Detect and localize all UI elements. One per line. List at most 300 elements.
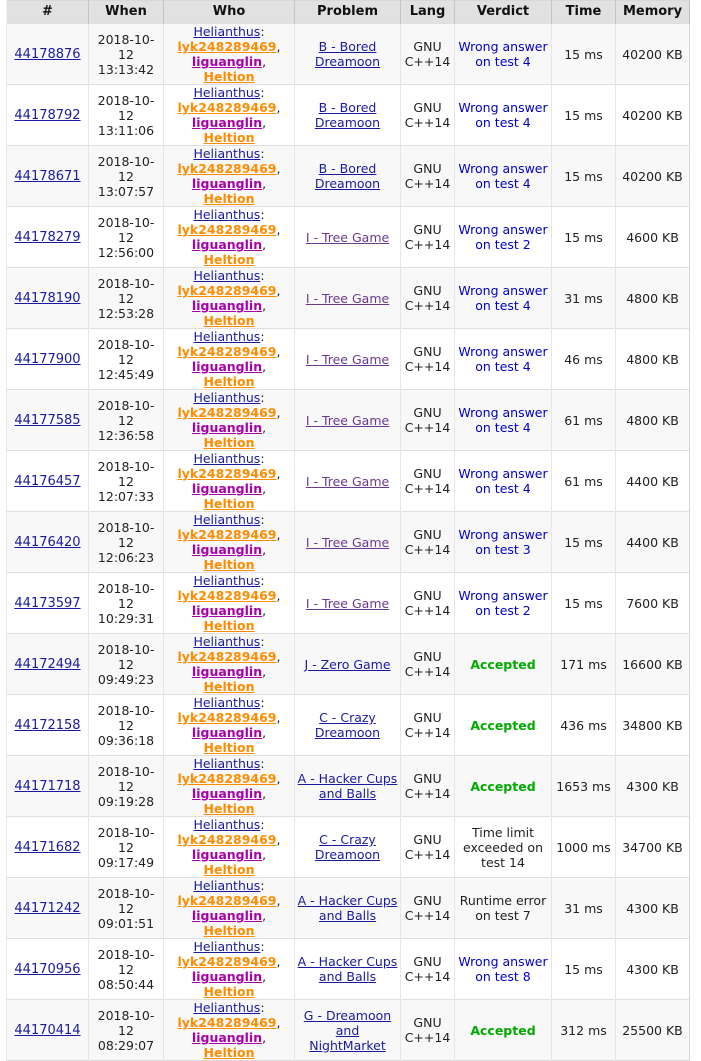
column-header-memory: Memory [616,1,690,24]
cell-lang: GNU C++14 [401,817,455,878]
member-link[interactable]: lyk248289469 [177,39,277,54]
team-link[interactable]: Helianthus [193,939,261,954]
cell-when [89,695,164,756]
problem-link[interactable]: A - Hacker Cups and Balls [297,771,398,801]
member-link[interactable]: Heltion [203,618,255,633]
cell-verdict [455,939,552,1000]
submission-id-link[interactable]: 44172494 [14,657,81,672]
team-link[interactable]: Helianthus [193,878,261,893]
submission-id-link[interactable]: 44171242 [14,901,81,916]
cell-verdict [455,695,552,756]
team-link[interactable]: Helianthus [193,24,261,39]
cell-id [7,756,89,817]
cell-when [89,939,164,1000]
member-link[interactable]: Heltion [203,191,255,206]
member-link[interactable]: liguanglin [191,725,263,740]
cell-memory: 4600 KB [616,207,690,268]
member-link[interactable]: Heltion [203,679,255,694]
cell-who: Helianthus: lyk248289469, liguanglin, Heltion [164,451,295,512]
team-link[interactable]: Helianthus [193,695,261,710]
submission-date: 2018-10-12 [97,275,155,306]
cell-when [89,817,164,878]
team-link[interactable]: Helianthus [193,329,261,344]
cell-verdict [455,390,552,451]
member-link[interactable]: liguanglin [191,542,263,557]
submission-date: 2018-10-12 [97,397,155,428]
submission-date: 2018-10-12 [97,1007,155,1038]
cell-memory: 40200 KB [616,146,690,207]
cell-id [7,451,89,512]
cell-verdict [455,329,552,390]
cell-time: 31 ms [552,878,616,939]
team-link[interactable]: Helianthus [193,268,261,283]
cell-when [89,573,164,634]
cell-verdict [455,207,552,268]
team-link[interactable]: Helianthus [193,817,261,832]
submission-id-link[interactable]: 44171718 [14,779,81,794]
cell-when [89,756,164,817]
cell-problem [295,695,401,756]
cell-lang: GNU C++14 [401,573,455,634]
column-header-when: When [89,1,164,24]
table-row [7,939,690,1000]
cell-problem [295,268,401,329]
submission-time-of-day: 08:29:07 [97,1037,155,1053]
cell-lang: GNU C++14 [401,268,455,329]
submission-time-of-day: 12:45:49 [97,366,155,382]
submission-time-of-day: 10:29:31 [97,610,155,626]
submission-date: 2018-10-12 [97,519,155,550]
submission-id-link[interactable]: 44171682 [14,840,81,855]
cell-id [7,1000,89,1061]
submission-date: 2018-10-12 [97,31,155,62]
cell-time: 15 ms [552,939,616,1000]
column-header-time: Time [552,1,616,24]
verdict-label: Runtime error on test 7 [459,893,547,923]
cell-id [7,390,89,451]
submission-id-link[interactable]: 44170956 [14,962,81,977]
verdict-label: Wrong answer on test 2 [458,588,548,618]
team-link[interactable]: Helianthus [193,451,261,466]
submission-id-link[interactable]: 44172158 [14,718,81,733]
member-link[interactable]: liguanglin [191,1030,263,1045]
problem-link[interactable]: B - Bored Dreamoon [314,161,381,191]
cell-who: Helianthus: lyk248289469, liguanglin, Heltion [164,573,295,634]
table-row [7,1000,690,1061]
table-header-row [7,1,690,24]
team-link[interactable]: Helianthus [193,207,261,222]
cell-problem [295,939,401,1000]
submission-id-link[interactable]: 44176420 [14,535,81,550]
submission-date: 2018-10-12 [97,336,155,367]
problem-link[interactable]: B - Bored Dreamoon [314,100,381,130]
problem-link[interactable]: C - Crazy Dreamoon [314,710,381,740]
cell-time: 15 ms [552,512,616,573]
column-header-problem: Problem [295,1,401,24]
team-link[interactable]: Helianthus [193,1000,261,1015]
cell-who: Helianthus: lyk248289469, liguanglin, Heltion [164,878,295,939]
member-link[interactable]: lyk248289469 [177,954,277,969]
verdict-label: Accepted [470,717,536,733]
member-link[interactable]: lyk248289469 [177,832,277,847]
member-link[interactable]: liguanglin [191,664,263,679]
member-link[interactable]: lyk248289469 [177,283,277,298]
cell-verdict [455,817,552,878]
cell-who: Helianthus: lyk248289469, liguanglin, Heltion [164,695,295,756]
member-link[interactable]: lyk248289469 [177,588,277,603]
cell-when [89,207,164,268]
problem-link[interactable]: J - Zero Game [304,656,391,672]
member-link[interactable]: liguanglin [191,908,263,923]
member-link[interactable]: lyk248289469 [177,710,277,725]
team-link[interactable]: Helianthus [193,512,261,527]
submission-date: 2018-10-12 [97,92,155,123]
problem-link[interactable]: C - Crazy Dreamoon [314,832,381,862]
team-link[interactable]: Helianthus [193,390,261,405]
problem-link[interactable]: I - Tree Game [305,290,390,306]
member-link[interactable]: liguanglin [191,603,263,618]
submission-date: 2018-10-12 [97,702,155,733]
member-link[interactable]: lyk248289469 [177,405,277,420]
problem-link[interactable]: A - Hacker Cups and Balls [297,954,398,984]
cell-verdict [455,878,552,939]
submission-date: 2018-10-12 [97,214,155,245]
cell-id [7,512,89,573]
member-link[interactable]: Heltion [203,496,255,511]
submission-id-link[interactable]: 44173597 [14,596,81,611]
cell-verdict [455,24,552,85]
cell-lang: GNU C++14 [401,1000,455,1061]
cell-time: 1653 ms [552,756,616,817]
table-row [7,329,690,390]
cell-problem [295,512,401,573]
cell-time: 15 ms [552,85,616,146]
submission-id-link[interactable]: 44178671 [14,169,81,184]
team-link[interactable]: Helianthus [193,85,261,100]
cell-time: 312 ms [552,1000,616,1061]
cell-lang: GNU C++14 [401,939,455,1000]
cell-time: 61 ms [552,451,616,512]
cell-who: Helianthus: lyk248289469, liguanglin, Heltion [164,817,295,878]
cell-verdict [455,1000,552,1061]
submission-time-of-day: 09:17:49 [97,854,155,870]
verdict-label: Accepted [470,1022,536,1038]
cell-lang: GNU C++14 [401,878,455,939]
cell-memory: 4800 KB [616,268,690,329]
cell-lang: GNU C++14 [401,24,455,85]
cell-time: 1000 ms [552,817,616,878]
member-link[interactable]: liguanglin [191,847,263,862]
member-link[interactable]: liguanglin [191,176,263,191]
cell-who: Helianthus: lyk248289469, liguanglin, Heltion [164,1000,295,1061]
member-link[interactable]: Heltion [203,69,255,84]
cell-time: 436 ms [552,695,616,756]
cell-who: Helianthus: lyk248289469, liguanglin, Heltion [164,634,295,695]
cell-when [89,512,164,573]
verdict-label: Wrong answer on test 4 [458,344,548,374]
cell-id [7,24,89,85]
cell-problem [295,634,401,695]
verdict-label: Wrong answer on test 4 [458,100,548,130]
cell-when [89,390,164,451]
member-link[interactable]: Heltion [203,130,255,145]
submission-time-of-day: 12:53:28 [97,305,155,321]
submission-id-link[interactable]: 44177585 [14,413,81,428]
table-row [7,451,690,512]
table-row [7,24,690,85]
table-row [7,268,690,329]
cell-id [7,207,89,268]
cell-verdict [455,268,552,329]
cell-when [89,268,164,329]
member-link[interactable]: liguanglin [191,786,263,801]
submission-time-of-day: 12:56:00 [97,244,155,260]
submission-time-of-day: 12:36:58 [97,427,155,443]
cell-who: Helianthus: lyk248289469, liguanglin, Heltion [164,268,295,329]
column-header-who: Who [164,1,295,24]
team-link[interactable]: Helianthus [193,573,261,588]
table-row [7,695,690,756]
cell-who: Helianthus: lyk248289469, liguanglin, Heltion [164,329,295,390]
cell-time: 46 ms [552,329,616,390]
member-link[interactable]: liguanglin [191,298,263,313]
submission-time-of-day: 09:36:18 [97,732,155,748]
cell-memory: 4300 KB [616,756,690,817]
cell-lang: GNU C++14 [401,451,455,512]
problem-link[interactable]: A - Hacker Cups and Balls [297,893,398,923]
submission-date: 2018-10-12 [97,580,155,611]
submission-id-link[interactable]: 44177900 [14,352,81,367]
verdict-label: Accepted [470,656,536,672]
status-table-container [6,0,689,1061]
submission-date: 2018-10-12 [97,153,155,184]
member-link[interactable]: liguanglin [191,54,263,69]
submission-id-link[interactable]: 44170414 [14,1023,81,1038]
member-link[interactable]: Heltion [203,435,255,450]
cell-id [7,146,89,207]
cell-time: 15 ms [552,146,616,207]
cell-lang: GNU C++14 [401,85,455,146]
cell-who: Helianthus: lyk248289469, liguanglin, Heltion [164,207,295,268]
cell-lang: GNU C++14 [401,390,455,451]
submission-id-link[interactable]: 44176457 [14,474,81,489]
verdict-label: Wrong answer on test 4 [458,283,548,313]
team-link[interactable]: Helianthus [193,756,261,771]
cell-memory: 40200 KB [616,85,690,146]
cell-time: 61 ms [552,390,616,451]
member-link[interactable]: lyk248289469 [177,649,277,664]
submission-date: 2018-10-12 [97,763,155,794]
cell-lang: GNU C++14 [401,329,455,390]
cell-verdict [455,85,552,146]
cell-verdict [455,573,552,634]
member-link[interactable]: liguanglin [191,359,263,374]
cell-id [7,85,89,146]
problem-link[interactable]: I - Tree Game [305,473,390,489]
cell-lang: GNU C++14 [401,207,455,268]
cell-id [7,573,89,634]
cell-when [89,146,164,207]
table-row [7,390,690,451]
column-header-id: # [7,1,89,24]
cell-verdict [455,634,552,695]
cell-who: Helianthus: lyk248289469, liguanglin, Heltion [164,85,295,146]
member-link[interactable]: Heltion [203,984,255,999]
member-link[interactable]: Heltion [203,1045,255,1060]
member-link[interactable]: Heltion [203,313,255,328]
member-link[interactable]: Heltion [203,557,255,572]
member-link[interactable]: lyk248289469 [177,344,277,359]
member-link[interactable]: Heltion [203,252,255,267]
submissions-table [6,0,690,1061]
cell-who: Helianthus: lyk248289469, liguanglin, Heltion [164,146,295,207]
table-row [7,512,690,573]
verdict-label: Wrong answer on test 4 [458,466,548,496]
cell-problem [295,329,401,390]
member-link[interactable]: lyk248289469 [177,893,277,908]
cell-memory: 4300 KB [616,878,690,939]
team-link[interactable]: Helianthus [193,146,261,161]
cell-memory: 16600 KB [616,634,690,695]
cell-when [89,634,164,695]
cell-problem [295,878,401,939]
problem-link[interactable]: I - Tree Game [305,351,390,367]
table-row [7,878,690,939]
submission-date: 2018-10-12 [97,458,155,489]
cell-memory: 34700 KB [616,817,690,878]
problem-link[interactable]: G - Dreamoon and NightMarket [303,1007,392,1053]
member-link[interactable]: lyk248289469 [177,527,277,542]
table-row [7,85,690,146]
cell-memory: 34800 KB [616,695,690,756]
verdict-label: Wrong answer on test 4 [458,161,548,191]
verdict-label: Wrong answer on test 4 [458,405,548,435]
submission-time-of-day: 09:19:28 [97,793,155,809]
cell-problem [295,207,401,268]
cell-id [7,939,89,1000]
cell-memory: 40200 KB [616,24,690,85]
submission-time-of-day: 12:06:23 [97,549,155,565]
cell-when [89,451,164,512]
submission-time-of-day: 12:07:33 [97,488,155,504]
cell-when [89,329,164,390]
verdict-label: Wrong answer on test 2 [458,222,548,252]
verdict-label: Accepted [470,778,536,794]
submission-time-of-day: 13:11:06 [97,122,155,138]
submissions-body [7,24,690,1061]
problem-link[interactable]: B - Bored Dreamoon [314,39,381,69]
verdict-label: Time limit exceeded on test 14 [462,824,543,870]
cell-verdict [455,512,552,573]
column-header-lang: Lang [401,1,455,24]
submission-time-of-day: 09:01:51 [97,915,155,931]
submission-date: 2018-10-12 [97,641,155,672]
table-row [7,146,690,207]
member-link[interactable]: Heltion [203,740,255,755]
member-link[interactable]: lyk248289469 [177,1015,277,1030]
cell-verdict [455,146,552,207]
cell-lang: GNU C++14 [401,756,455,817]
problem-link[interactable]: I - Tree Game [305,595,390,611]
submission-date: 2018-10-12 [97,885,155,916]
cell-lang: GNU C++14 [401,512,455,573]
member-link[interactable]: Heltion [203,862,255,877]
member-link[interactable]: liguanglin [191,115,263,130]
cell-id [7,268,89,329]
cell-problem [295,85,401,146]
submission-date: 2018-10-12 [97,824,155,855]
cell-who: Helianthus: lyk248289469, liguanglin, Heltion [164,512,295,573]
member-link[interactable]: liguanglin [191,237,263,252]
member-link[interactable]: liguanglin [191,969,263,984]
member-link[interactable]: liguanglin [191,420,263,435]
cell-who: Helianthus: lyk248289469, liguanglin, Heltion [164,756,295,817]
cell-problem [295,817,401,878]
submission-time-of-day: 13:07:57 [97,183,155,199]
cell-problem [295,390,401,451]
cell-memory: 4800 KB [616,329,690,390]
cell-verdict [455,451,552,512]
cell-problem [295,24,401,85]
member-link[interactable]: lyk248289469 [177,100,277,115]
team-link[interactable]: Helianthus [193,634,261,649]
member-link[interactable]: lyk248289469 [177,222,277,237]
submission-id-link[interactable]: 44178279 [14,230,81,245]
problem-link[interactable]: I - Tree Game [305,534,390,550]
cell-memory: 4400 KB [616,512,690,573]
cell-verdict [455,756,552,817]
member-link[interactable]: Heltion [203,374,255,389]
submission-id-link[interactable]: 44178876 [14,47,81,62]
submission-time-of-day: 08:50:44 [97,976,155,992]
cell-when [89,1000,164,1061]
member-link[interactable]: liguanglin [191,481,263,496]
member-link[interactable]: lyk248289469 [177,466,277,481]
verdict-label: Wrong answer on test 4 [458,39,548,69]
member-link[interactable]: lyk248289469 [177,161,277,176]
table-row [7,573,690,634]
cell-memory: 4300 KB [616,939,690,1000]
submission-date: 2018-10-12 [97,946,155,977]
cell-memory: 7600 KB [616,573,690,634]
cell-id [7,817,89,878]
cell-who: Helianthus: lyk248289469, liguanglin, Heltion [164,24,295,85]
cell-id [7,695,89,756]
cell-when [89,85,164,146]
member-link[interactable]: lyk248289469 [177,771,277,786]
cell-memory: 25500 KB [616,1000,690,1061]
cell-when [89,24,164,85]
member-link[interactable]: Heltion [203,923,255,938]
cell-problem [295,146,401,207]
cell-lang: GNU C++14 [401,146,455,207]
cell-problem [295,1000,401,1061]
problem-link[interactable]: I - Tree Game [305,229,390,245]
verdict-label: Wrong answer on test 3 [458,527,548,557]
cell-lang: GNU C++14 [401,695,455,756]
member-link[interactable]: Heltion [203,801,255,816]
cell-lang: GNU C++14 [401,634,455,695]
table-row [7,817,690,878]
cell-time: 15 ms [552,573,616,634]
submission-time-of-day: 09:49:23 [97,671,155,687]
submission-id-link[interactable]: 44178792 [14,108,81,123]
cell-time: 31 ms [552,268,616,329]
cell-id [7,634,89,695]
submission-id-link[interactable]: 44178190 [14,291,81,306]
problem-link[interactable]: I - Tree Game [305,412,390,428]
table-row [7,756,690,817]
